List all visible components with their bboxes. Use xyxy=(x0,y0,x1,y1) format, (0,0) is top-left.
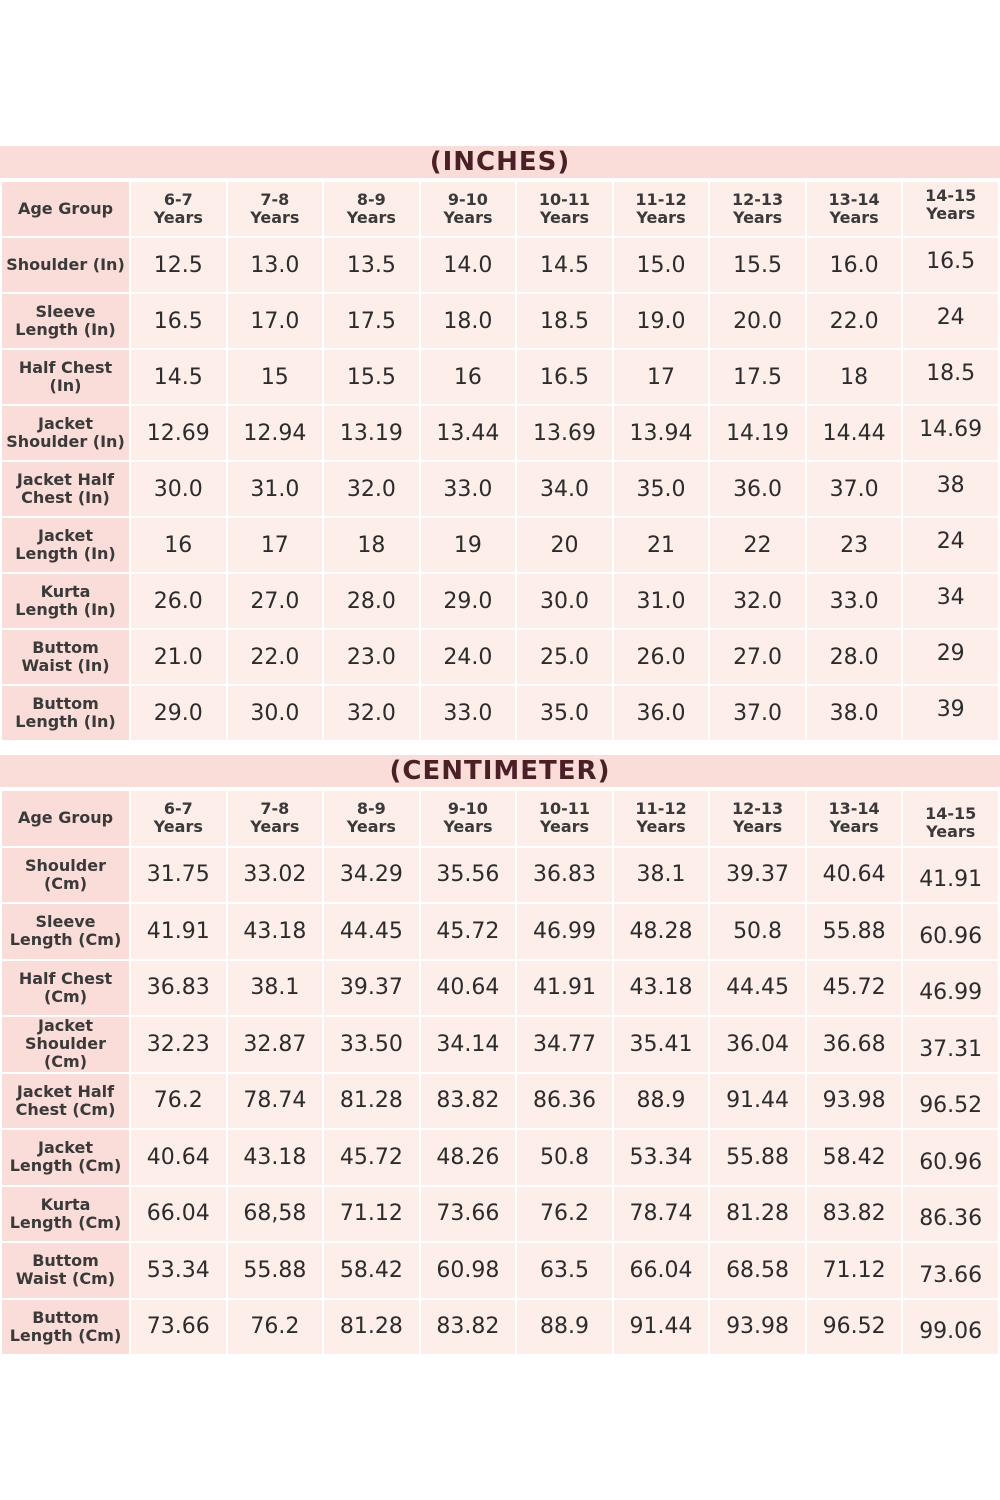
measurement-value: 16 xyxy=(420,349,517,405)
measurement-label: Shoulder (In) xyxy=(1,237,130,293)
measurement-value: 29.0 xyxy=(130,685,227,741)
measurement-value: 24 xyxy=(902,517,999,573)
measurement-value: 15 xyxy=(227,349,324,405)
measurement-value: 55.88 xyxy=(709,1129,806,1186)
measurement-value: 13.94 xyxy=(613,405,710,461)
measurement-value: 48.26 xyxy=(420,1129,517,1186)
measurement-value: 23 xyxy=(806,517,903,573)
table-row xyxy=(1,1016,999,1073)
measurement-value: 33.0 xyxy=(806,573,903,629)
measurement-value: 45.72 xyxy=(323,1129,420,1186)
measurement-value: 53.34 xyxy=(613,1129,710,1186)
age-group-column-header: 14-15 Years xyxy=(902,181,999,237)
age-group-column-header: 8-9 Years xyxy=(323,181,420,237)
measurement-value: 27.0 xyxy=(227,573,324,629)
measurement-value: 32.0 xyxy=(323,685,420,741)
table-row xyxy=(1,237,999,293)
measurement-value: 19.0 xyxy=(613,293,710,349)
measurement-value: 44.45 xyxy=(709,960,806,1017)
measurement-value: 18.5 xyxy=(902,349,999,405)
measurement-value: 48.28 xyxy=(613,903,710,960)
measurement-value: 14.69 xyxy=(902,405,999,461)
age-group-column-header: 7-8 Years xyxy=(227,181,324,237)
measurement-value: 26.0 xyxy=(130,573,227,629)
measurement-value: 39 xyxy=(902,685,999,741)
measurement-value: 83.82 xyxy=(806,1186,903,1243)
age-group-column-header: 10-11 Years xyxy=(516,181,613,237)
measurement-value: 14.5 xyxy=(516,237,613,293)
measurement-label: Jacket Length (In) xyxy=(1,517,130,573)
measurement-value: 27.0 xyxy=(709,629,806,685)
measurement-value: 60.98 xyxy=(420,1242,517,1299)
measurement-value: 21 xyxy=(613,517,710,573)
centimeter-table xyxy=(0,789,1000,1356)
measurement-value: 93.98 xyxy=(806,1073,903,1130)
age-group-column-header: 12-13 Years xyxy=(709,181,806,237)
measurement-value: 60.96 xyxy=(902,1129,999,1186)
measurement-value: 21.0 xyxy=(130,629,227,685)
age-group-column-header: 11-12 Years xyxy=(613,181,710,237)
table-row xyxy=(1,1129,999,1186)
measurement-value: 73.66 xyxy=(420,1186,517,1243)
measurement-value: 38.1 xyxy=(613,847,710,904)
measurement-value: 66.04 xyxy=(613,1242,710,1299)
measurement-value: 17 xyxy=(227,517,324,573)
inches-table xyxy=(0,180,1000,742)
measurement-value: 17.0 xyxy=(227,293,324,349)
measurement-value: 12.5 xyxy=(130,237,227,293)
measurement-value: 46.99 xyxy=(516,903,613,960)
age-group-column-header: 14-15 Years xyxy=(902,790,999,847)
measurement-label: Sleeve Length (In) xyxy=(1,293,130,349)
measurement-value: 91.44 xyxy=(709,1073,806,1130)
measurement-value: 22.0 xyxy=(806,293,903,349)
measurement-value: 55.88 xyxy=(806,903,903,960)
measurement-value: 18.0 xyxy=(420,293,517,349)
measurement-value: 24.0 xyxy=(420,629,517,685)
measurement-value: 16 xyxy=(130,517,227,573)
measurement-value: 29 xyxy=(902,629,999,685)
table-row xyxy=(1,1299,999,1356)
measurement-value: 35.56 xyxy=(420,847,517,904)
age-group-column-header: 7-8 Years xyxy=(227,790,324,847)
measurement-value: 37.0 xyxy=(806,461,903,517)
measurement-value: 38 xyxy=(902,461,999,517)
measurement-value: 71.12 xyxy=(323,1186,420,1243)
table-row xyxy=(1,1073,999,1130)
measurement-value: 34 xyxy=(902,573,999,629)
measurement-value: 35.41 xyxy=(613,1016,710,1073)
measurement-value: 96.52 xyxy=(902,1073,999,1130)
measurement-value: 12.69 xyxy=(130,405,227,461)
measurement-value: 35.0 xyxy=(516,685,613,741)
measurement-value: 73.66 xyxy=(130,1299,227,1356)
measurement-value: 33.0 xyxy=(420,461,517,517)
measurement-value: 81.28 xyxy=(323,1299,420,1356)
measurement-value: 39.37 xyxy=(709,847,806,904)
measurement-value: 26.0 xyxy=(613,629,710,685)
measurement-value: 58.42 xyxy=(806,1129,903,1186)
table-row xyxy=(1,685,999,741)
measurement-value: 99.06 xyxy=(902,1299,999,1356)
age-group-column-header: 6-7 Years xyxy=(130,790,227,847)
measurement-value: 68.58 xyxy=(709,1242,806,1299)
measurement-value: 40.64 xyxy=(806,847,903,904)
measurement-label: Buttom Waist (Cm) xyxy=(1,1242,130,1299)
measurement-value: 15.0 xyxy=(613,237,710,293)
measurement-label: Jacket Half Chest (Cm) xyxy=(1,1073,130,1130)
measurement-value: 60.96 xyxy=(902,903,999,960)
measurement-value: 38.1 xyxy=(227,960,324,1017)
age-group-column-header: 11-12 Years xyxy=(613,790,710,847)
age-group-column-header: 13-14 Years xyxy=(806,790,903,847)
measurement-value: 50.8 xyxy=(516,1129,613,1186)
measurement-value: 66.04 xyxy=(130,1186,227,1243)
centimeter-title: (CENTIMETER) xyxy=(0,755,1000,789)
age-group-column-header: 12-13 Years xyxy=(709,790,806,847)
measurement-value: 40.64 xyxy=(130,1129,227,1186)
age-group-column-header: 8-9 Years xyxy=(323,790,420,847)
measurement-value: 46.99 xyxy=(902,960,999,1017)
measurement-label: Buttom Waist (In) xyxy=(1,629,130,685)
measurement-value: 18 xyxy=(323,517,420,573)
measurement-label: Jacket Shoulder (Cm) xyxy=(1,1016,130,1073)
measurement-value: 16.5 xyxy=(902,237,999,293)
table-row xyxy=(1,461,999,517)
measurement-value: 13.0 xyxy=(227,237,324,293)
table-row xyxy=(1,405,999,461)
measurement-value: 20 xyxy=(516,517,613,573)
measurement-value: 86.36 xyxy=(516,1073,613,1130)
measurement-value: 24 xyxy=(902,293,999,349)
header-row xyxy=(1,181,999,237)
measurement-value: 81.28 xyxy=(323,1073,420,1130)
table-row xyxy=(1,517,999,573)
measurement-value: 96.52 xyxy=(806,1299,903,1356)
measurement-value: 34.29 xyxy=(323,847,420,904)
measurement-value: 91.44 xyxy=(613,1299,710,1356)
measurement-label: Buttom Length (In) xyxy=(1,685,130,741)
table-row xyxy=(1,903,999,960)
age-group-column-header: 10-11 Years xyxy=(516,790,613,847)
measurement-value: 32.0 xyxy=(709,573,806,629)
measurement-value: 19 xyxy=(420,517,517,573)
centimeter-chart xyxy=(0,755,1000,1356)
measurement-label: Shoulder (Cm) xyxy=(1,847,130,904)
measurement-value: 68,58 xyxy=(227,1186,324,1243)
measurement-value: 17 xyxy=(613,349,710,405)
measurement-value: 78.74 xyxy=(613,1186,710,1243)
measurement-value: 88.9 xyxy=(516,1299,613,1356)
measurement-value: 36.0 xyxy=(709,461,806,517)
measurement-value: 13.44 xyxy=(420,405,517,461)
table-row xyxy=(1,847,999,904)
measurement-label: Sleeve Length (Cm) xyxy=(1,903,130,960)
measurement-value: 93.98 xyxy=(709,1299,806,1356)
measurement-value: 36.04 xyxy=(709,1016,806,1073)
measurement-value: 28.0 xyxy=(323,573,420,629)
age-group-column-header: 13-14 Years xyxy=(806,181,903,237)
measurement-value: 71.12 xyxy=(806,1242,903,1299)
measurement-value: 43.18 xyxy=(227,1129,324,1186)
measurement-label: Jacket Length (Cm) xyxy=(1,1129,130,1186)
measurement-value: 78.74 xyxy=(227,1073,324,1130)
measurement-value: 50.8 xyxy=(709,903,806,960)
measurement-value: 16.0 xyxy=(806,237,903,293)
measurement-value: 30.0 xyxy=(516,573,613,629)
measurement-value: 30.0 xyxy=(130,461,227,517)
measurement-value: 53.34 xyxy=(130,1242,227,1299)
measurement-value: 83.82 xyxy=(420,1299,517,1356)
measurement-value: 41.91 xyxy=(902,847,999,904)
measurement-value: 41.91 xyxy=(130,903,227,960)
table-row xyxy=(1,1242,999,1299)
measurement-value: 14.5 xyxy=(130,349,227,405)
measurement-value: 44.45 xyxy=(323,903,420,960)
measurement-value: 16.5 xyxy=(516,349,613,405)
measurement-value: 88.9 xyxy=(613,1073,710,1130)
measurement-value: 34.0 xyxy=(516,461,613,517)
measurement-value: 36.68 xyxy=(806,1016,903,1073)
age-group-column-header: 9-10 Years xyxy=(420,790,517,847)
measurement-value: 36.83 xyxy=(516,847,613,904)
measurement-value: 13.19 xyxy=(323,405,420,461)
measurement-value: 45.72 xyxy=(806,960,903,1017)
measurement-value: 34.77 xyxy=(516,1016,613,1073)
measurement-value: 33.02 xyxy=(227,847,324,904)
measurement-value: 20.0 xyxy=(709,293,806,349)
measurement-value: 63.5 xyxy=(516,1242,613,1299)
measurement-value: 81.28 xyxy=(709,1186,806,1243)
age-group-header: Age Group xyxy=(1,790,130,847)
measurement-value: 30.0 xyxy=(227,685,324,741)
inches-chart xyxy=(0,146,1000,742)
measurement-value: 14.19 xyxy=(709,405,806,461)
measurement-value: 39.37 xyxy=(323,960,420,1017)
age-group-column-header: 9-10 Years xyxy=(420,181,517,237)
measurement-label: Buttom Length (Cm) xyxy=(1,1299,130,1356)
table-row xyxy=(1,629,999,685)
measurement-value: 76.2 xyxy=(130,1073,227,1130)
measurement-value: 83.82 xyxy=(420,1073,517,1130)
measurement-value: 18.5 xyxy=(516,293,613,349)
measurement-value: 37.31 xyxy=(902,1016,999,1073)
measurement-value: 36.0 xyxy=(613,685,710,741)
measurement-value: 55.88 xyxy=(227,1242,324,1299)
measurement-value: 38.0 xyxy=(806,685,903,741)
measurement-value: 32.87 xyxy=(227,1016,324,1073)
measurement-value: 43.18 xyxy=(613,960,710,1017)
inches-title: (INCHES) xyxy=(0,146,1000,180)
header-row xyxy=(1,790,999,847)
measurement-value: 15.5 xyxy=(709,237,806,293)
measurement-value: 23.0 xyxy=(323,629,420,685)
measurement-value: 41.91 xyxy=(516,960,613,1017)
measurement-label: Kurta Length (In) xyxy=(1,573,130,629)
measurement-value: 22 xyxy=(709,517,806,573)
measurement-value: 76.2 xyxy=(227,1299,324,1356)
table-row xyxy=(1,349,999,405)
measurement-label: Half Chest (Cm) xyxy=(1,960,130,1017)
table-row xyxy=(1,573,999,629)
age-group-column-header: 6-7 Years xyxy=(130,181,227,237)
measurement-label: Kurta Length (Cm) xyxy=(1,1186,130,1243)
measurement-value: 25.0 xyxy=(516,629,613,685)
measurement-value: 18 xyxy=(806,349,903,405)
measurement-value: 14.44 xyxy=(806,405,903,461)
measurement-value: 14.0 xyxy=(420,237,517,293)
measurement-value: 31.75 xyxy=(130,847,227,904)
table-row xyxy=(1,960,999,1017)
measurement-value: 29.0 xyxy=(420,573,517,629)
measurement-value: 35.0 xyxy=(613,461,710,517)
table-row xyxy=(1,293,999,349)
measurement-value: 33.0 xyxy=(420,685,517,741)
measurement-value: 12.94 xyxy=(227,405,324,461)
measurement-label: Jacket Half Chest (In) xyxy=(1,461,130,517)
measurement-value: 31.0 xyxy=(613,573,710,629)
measurement-value: 15.5 xyxy=(323,349,420,405)
measurement-value: 17.5 xyxy=(709,349,806,405)
measurement-value: 22.0 xyxy=(227,629,324,685)
measurement-value: 13.69 xyxy=(516,405,613,461)
measurement-value: 37.0 xyxy=(709,685,806,741)
table-row xyxy=(1,1186,999,1243)
measurement-value: 28.0 xyxy=(806,629,903,685)
measurement-value: 13.5 xyxy=(323,237,420,293)
measurement-value: 33.50 xyxy=(323,1016,420,1073)
measurement-value: 58.42 xyxy=(323,1242,420,1299)
measurement-value: 32.0 xyxy=(323,461,420,517)
measurement-value: 32.23 xyxy=(130,1016,227,1073)
measurement-value: 36.83 xyxy=(130,960,227,1017)
measurement-label: Jacket Shoulder (In) xyxy=(1,405,130,461)
measurement-value: 73.66 xyxy=(902,1242,999,1299)
measurement-label: Half Chest (In) xyxy=(1,349,130,405)
measurement-value: 16.5 xyxy=(130,293,227,349)
measurement-value: 34.14 xyxy=(420,1016,517,1073)
measurement-value: 86.36 xyxy=(902,1186,999,1243)
measurement-value: 31.0 xyxy=(227,461,324,517)
measurement-value: 76.2 xyxy=(516,1186,613,1243)
measurement-value: 17.5 xyxy=(323,293,420,349)
measurement-value: 45.72 xyxy=(420,903,517,960)
age-group-header: Age Group xyxy=(1,181,130,237)
measurement-value: 43.18 xyxy=(227,903,324,960)
measurement-value: 40.64 xyxy=(420,960,517,1017)
